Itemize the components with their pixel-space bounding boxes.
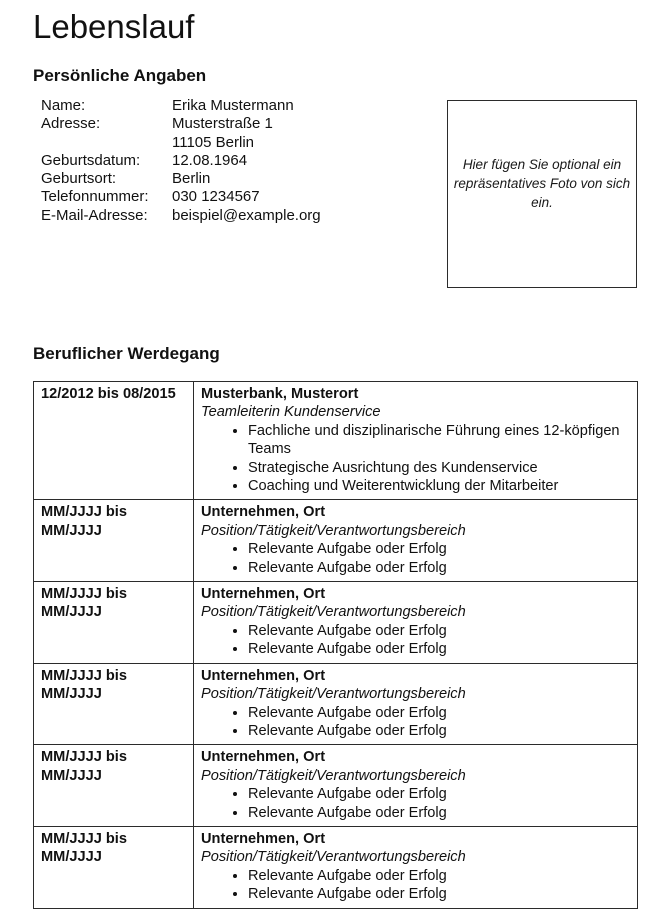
period-cell bbox=[34, 500, 194, 582]
personal-section-heading: Persönliche Angaben bbox=[33, 66, 207, 85]
photo-placeholder-box bbox=[447, 100, 637, 288]
field-label: Adresse: bbox=[41, 115, 101, 133]
company-text: Unternehmen, Ort bbox=[201, 504, 326, 521]
bullet-item: • Relevante Aufgabe oder Erfolg bbox=[248, 722, 631, 740]
field-label: Telefonnummer: bbox=[41, 188, 149, 206]
career-table bbox=[33, 381, 638, 909]
period-text: MM/JJJJ bis MM/JJJJ bbox=[41, 504, 127, 539]
field-label: Name: bbox=[41, 97, 86, 114]
photo-placeholder-line: Hier fügen Sie optional ein bbox=[462, 157, 622, 172]
bullet-item: • Relevante Aufgabe oder Erfolg bbox=[248, 885, 631, 903]
period-cell bbox=[34, 582, 194, 664]
field-row-phone bbox=[41, 188, 431, 206]
period-text: MM/JJJJ bis MM/JJJJ bbox=[41, 586, 127, 621]
field-value: Berlin bbox=[172, 170, 211, 188]
career-section-heading: Beruflicher Werdegang bbox=[33, 344, 220, 363]
field-row-name bbox=[41, 97, 431, 115]
bullet-item: • Fachliche und disziplinarische Führung eines 12-köpfigen Teams bbox=[248, 422, 631, 459]
period-text: 12/2012 bis 08/2015 bbox=[41, 386, 176, 402]
personal-fields bbox=[41, 97, 431, 225]
bullet-item: • Relevante Aufgabe oder Erfolg bbox=[248, 622, 631, 640]
detail-cell bbox=[194, 382, 638, 500]
field-value: Erika Mustermann bbox=[172, 97, 294, 114]
detail-cell bbox=[194, 582, 638, 664]
bullet-list bbox=[201, 785, 631, 822]
field-label: E-Mail-Adresse: bbox=[41, 206, 148, 224]
field-row-address-line2 bbox=[41, 134, 431, 152]
bullet-list bbox=[201, 540, 631, 577]
page-title: Lebenslauf bbox=[33, 8, 195, 45]
field-label bbox=[41, 134, 172, 152]
bullet-list bbox=[201, 704, 631, 741]
bullet-item: • Relevante Aufgabe oder Erfolg bbox=[248, 640, 631, 658]
position-text: Position/Tätigkeit/Verantwortungsbereich bbox=[201, 767, 466, 784]
detail-cell bbox=[194, 745, 638, 827]
position-text: Position/Tätigkeit/Verantwortungsbereich bbox=[201, 849, 466, 866]
company-text: Musterbank, Musterort bbox=[201, 386, 359, 402]
company-text: Unternehmen, Ort bbox=[201, 830, 326, 847]
period-text: MM/JJJJ bis MM/JJJJ bbox=[41, 830, 127, 866]
field-row-birthdate bbox=[41, 152, 431, 170]
period-cell bbox=[34, 382, 194, 500]
field-row-address bbox=[41, 115, 431, 133]
photo-placeholder-text bbox=[448, 155, 636, 212]
bullet-item: • Relevante Aufgabe oder Erfolg bbox=[248, 867, 631, 885]
position-text: Teamleiterin Kundenservice bbox=[201, 404, 381, 421]
company-text: Unternehmen, Ort bbox=[201, 667, 326, 684]
detail-cell bbox=[194, 663, 638, 745]
position-text: Position/Tätigkeit/Verantwortungsbereich bbox=[201, 686, 466, 703]
field-value: beispiel@example.org bbox=[172, 206, 321, 224]
career-row bbox=[34, 745, 638, 827]
bullet-list bbox=[201, 422, 631, 496]
bullet-item: • Coaching und Weiterentwicklung der Mitarbeiter bbox=[248, 477, 631, 495]
field-value: 030 1234567 bbox=[172, 188, 260, 206]
company-text: Unternehmen, Ort bbox=[201, 749, 326, 766]
field-row-birthplace bbox=[41, 170, 431, 188]
field-label: Geburtsort: bbox=[41, 170, 117, 188]
photo-placeholder-line: ein. bbox=[531, 195, 553, 210]
period-text: MM/JJJJ bis MM/JJJJ bbox=[41, 667, 127, 703]
bullet-item: • Relevante Aufgabe oder Erfolg bbox=[248, 785, 631, 803]
bullet-item: • Relevante Aufgabe oder Erfolg bbox=[248, 540, 631, 558]
bullet-item: • Relevante Aufgabe oder Erfolg bbox=[248, 704, 631, 722]
career-row bbox=[34, 663, 638, 745]
career-row bbox=[34, 826, 638, 908]
bullet-item: • Strategische Ausrichtung des Kundenservice bbox=[248, 459, 631, 477]
bullet-item: • Relevante Aufgabe oder Erfolg bbox=[248, 804, 631, 822]
career-row bbox=[34, 500, 638, 582]
company-text: Unternehmen, Ort bbox=[201, 586, 326, 603]
field-row-email bbox=[41, 207, 431, 225]
career-row bbox=[34, 382, 638, 500]
detail-cell bbox=[194, 500, 638, 582]
bullet-list bbox=[201, 622, 631, 659]
field-value: 12.08.1964 bbox=[172, 151, 248, 169]
field-label: Geburtsdatum: bbox=[41, 151, 141, 169]
photo-placeholder-line: repräsentatives Foto von sich bbox=[453, 176, 631, 191]
position-text: Position/Tätigkeit/Verantwortungsbereich bbox=[201, 522, 466, 539]
career-row bbox=[34, 582, 638, 664]
position-text: Position/Tätigkeit/Verantwortungsbereich bbox=[201, 604, 466, 621]
period-cell bbox=[34, 663, 194, 745]
field-value: 11105 Berlin bbox=[172, 133, 255, 151]
period-cell bbox=[34, 745, 194, 827]
bullet-list bbox=[201, 867, 631, 904]
period-cell bbox=[34, 826, 194, 908]
period-text: MM/JJJJ bis MM/JJJJ bbox=[41, 749, 127, 784]
bullet-item: • Relevante Aufgabe oder Erfolg bbox=[248, 559, 631, 577]
detail-cell bbox=[194, 826, 638, 908]
field-value: Musterstraße 1 bbox=[172, 115, 273, 133]
